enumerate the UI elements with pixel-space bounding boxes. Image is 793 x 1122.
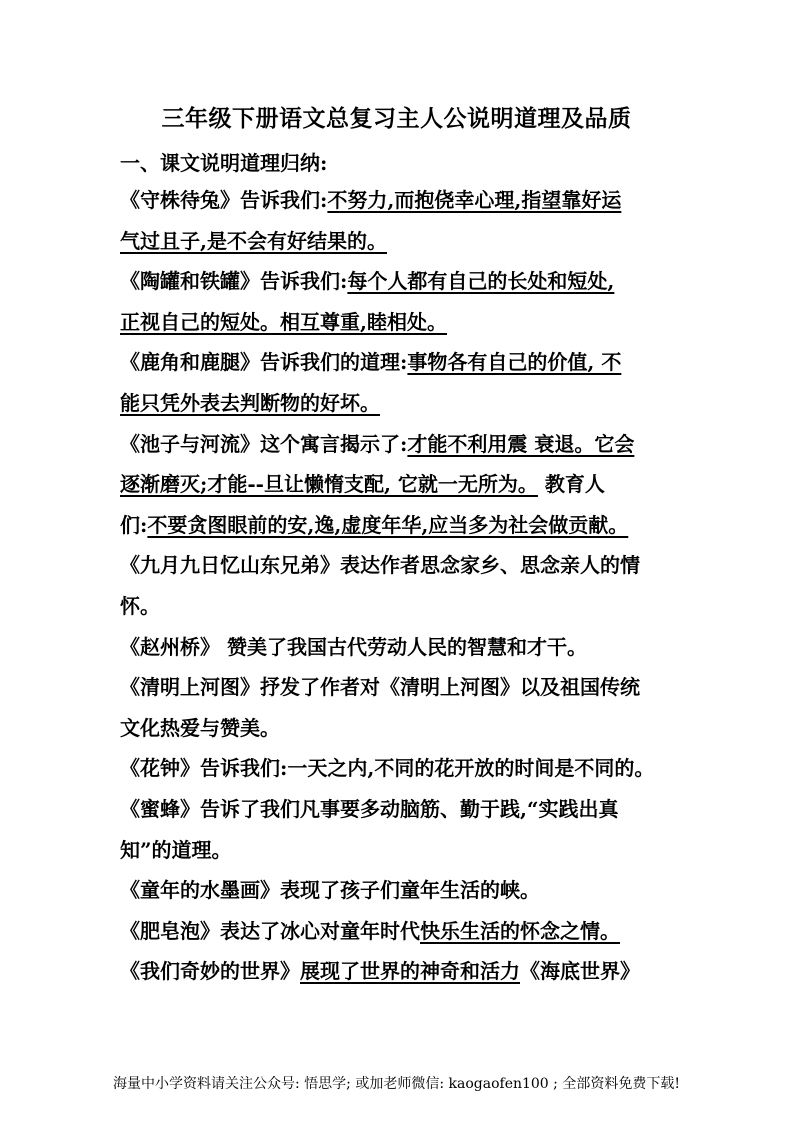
text-line [120,911,680,952]
text-segment: 《九月九日忆山东兄弟》表达作者思念家乡、思念亲人的情 [120,553,640,578]
text-segment: 文化热爱与赞美。 [120,715,280,740]
text-line [120,261,680,302]
text-line [120,667,680,708]
underlined-text: 气过且子,是不会有好结果的。 [120,228,387,253]
text-segment: 《海底世界》 [520,959,640,984]
text-line [120,627,680,668]
underlined-text: 快乐生活的怀念之情。 [420,918,620,943]
text-segment: 《鹿角和鹿腿》告诉我们的道理: [120,350,408,375]
text-segment: 《陶罐和铁罐》告诉我们: [120,269,348,294]
text-line [120,383,680,424]
text-line [120,464,680,505]
text-segment: 《肥皂泡》表达了冰心对童年时代 [120,918,420,943]
text-line [120,870,680,911]
text-segment: 《赵州桥》 赞美了我国古代劳动人民的智慧和才干。 [120,634,587,659]
text-segment: 《蜜蜂》告诉了我们凡事要多动脑筋、勤于践,“实践出真 [120,796,619,821]
text-line [120,951,680,992]
text-line [120,586,680,627]
text-line [120,789,680,830]
text-line [120,342,680,383]
text-segment: 《我们奇妙的世界》 [120,959,300,984]
document-title: 三年级下册语文总复习主人公说明道理及品质 [161,105,632,132]
underlined-text: 才能不利用震 衰退。它会 [407,431,635,456]
underlined-text: 逐渐磨灭;才能--旦让懒惰支配, 它就一无所为。 [120,472,538,497]
text-segment: 《守株待兔》告诉我们: [120,188,328,212]
underlined-text: 每个人都有自己的长处和短处, [347,269,615,294]
text-line [120,748,680,789]
section-heading: 一、课文说明道理归纳: [120,151,328,175]
underlined-text: 正视自己的短处。相互尊重,睦相处。 [120,309,447,334]
document-body [120,180,680,992]
text-segment: 知”的道理。 [120,837,232,862]
text-line [120,221,680,262]
text-line [120,180,680,221]
text-line [120,424,680,465]
text-segment: 们: [120,512,148,537]
text-line [120,505,680,546]
text-segment: 《花钟》告诉我们:一天之内,不同的花开放的时间是不同的。 [120,756,655,781]
page-footer: 海量中小学资料请关注公众号: 悟思学; 或加老师微信: kaogaofen100 ; 全部资料免费下载! [113,1076,680,1092]
text-segment: 《清明上河图》抒发了作者对《清明上河图》以及祖国传统 [120,675,640,700]
underlined-text: 展现了世界的神奇和活力 [300,959,520,984]
text-line [120,830,680,871]
underlined-text: 不要贪图眼前的安,逸,虚度年华,应当多为社会做贡献。 [147,512,629,537]
text-segment: 《童年的水墨画》表现了孩子们童年生活的峡。 [120,878,540,903]
text-segment: 怀。 [120,593,160,618]
text-line [120,545,680,586]
text-line [120,708,680,749]
underlined-text: 不努力,而抱侥幸心理,指望靠好运 [327,188,622,212]
text-line [120,302,680,343]
underlined-text: 事物各有自己的价值, 不 [407,350,622,375]
text-segment: 《池子与河流》这个寓言揭示了: [120,431,408,456]
text-segment: 教育人 [537,472,605,497]
underlined-text: 能只凭外表去判断物的好坏。 [120,390,380,415]
